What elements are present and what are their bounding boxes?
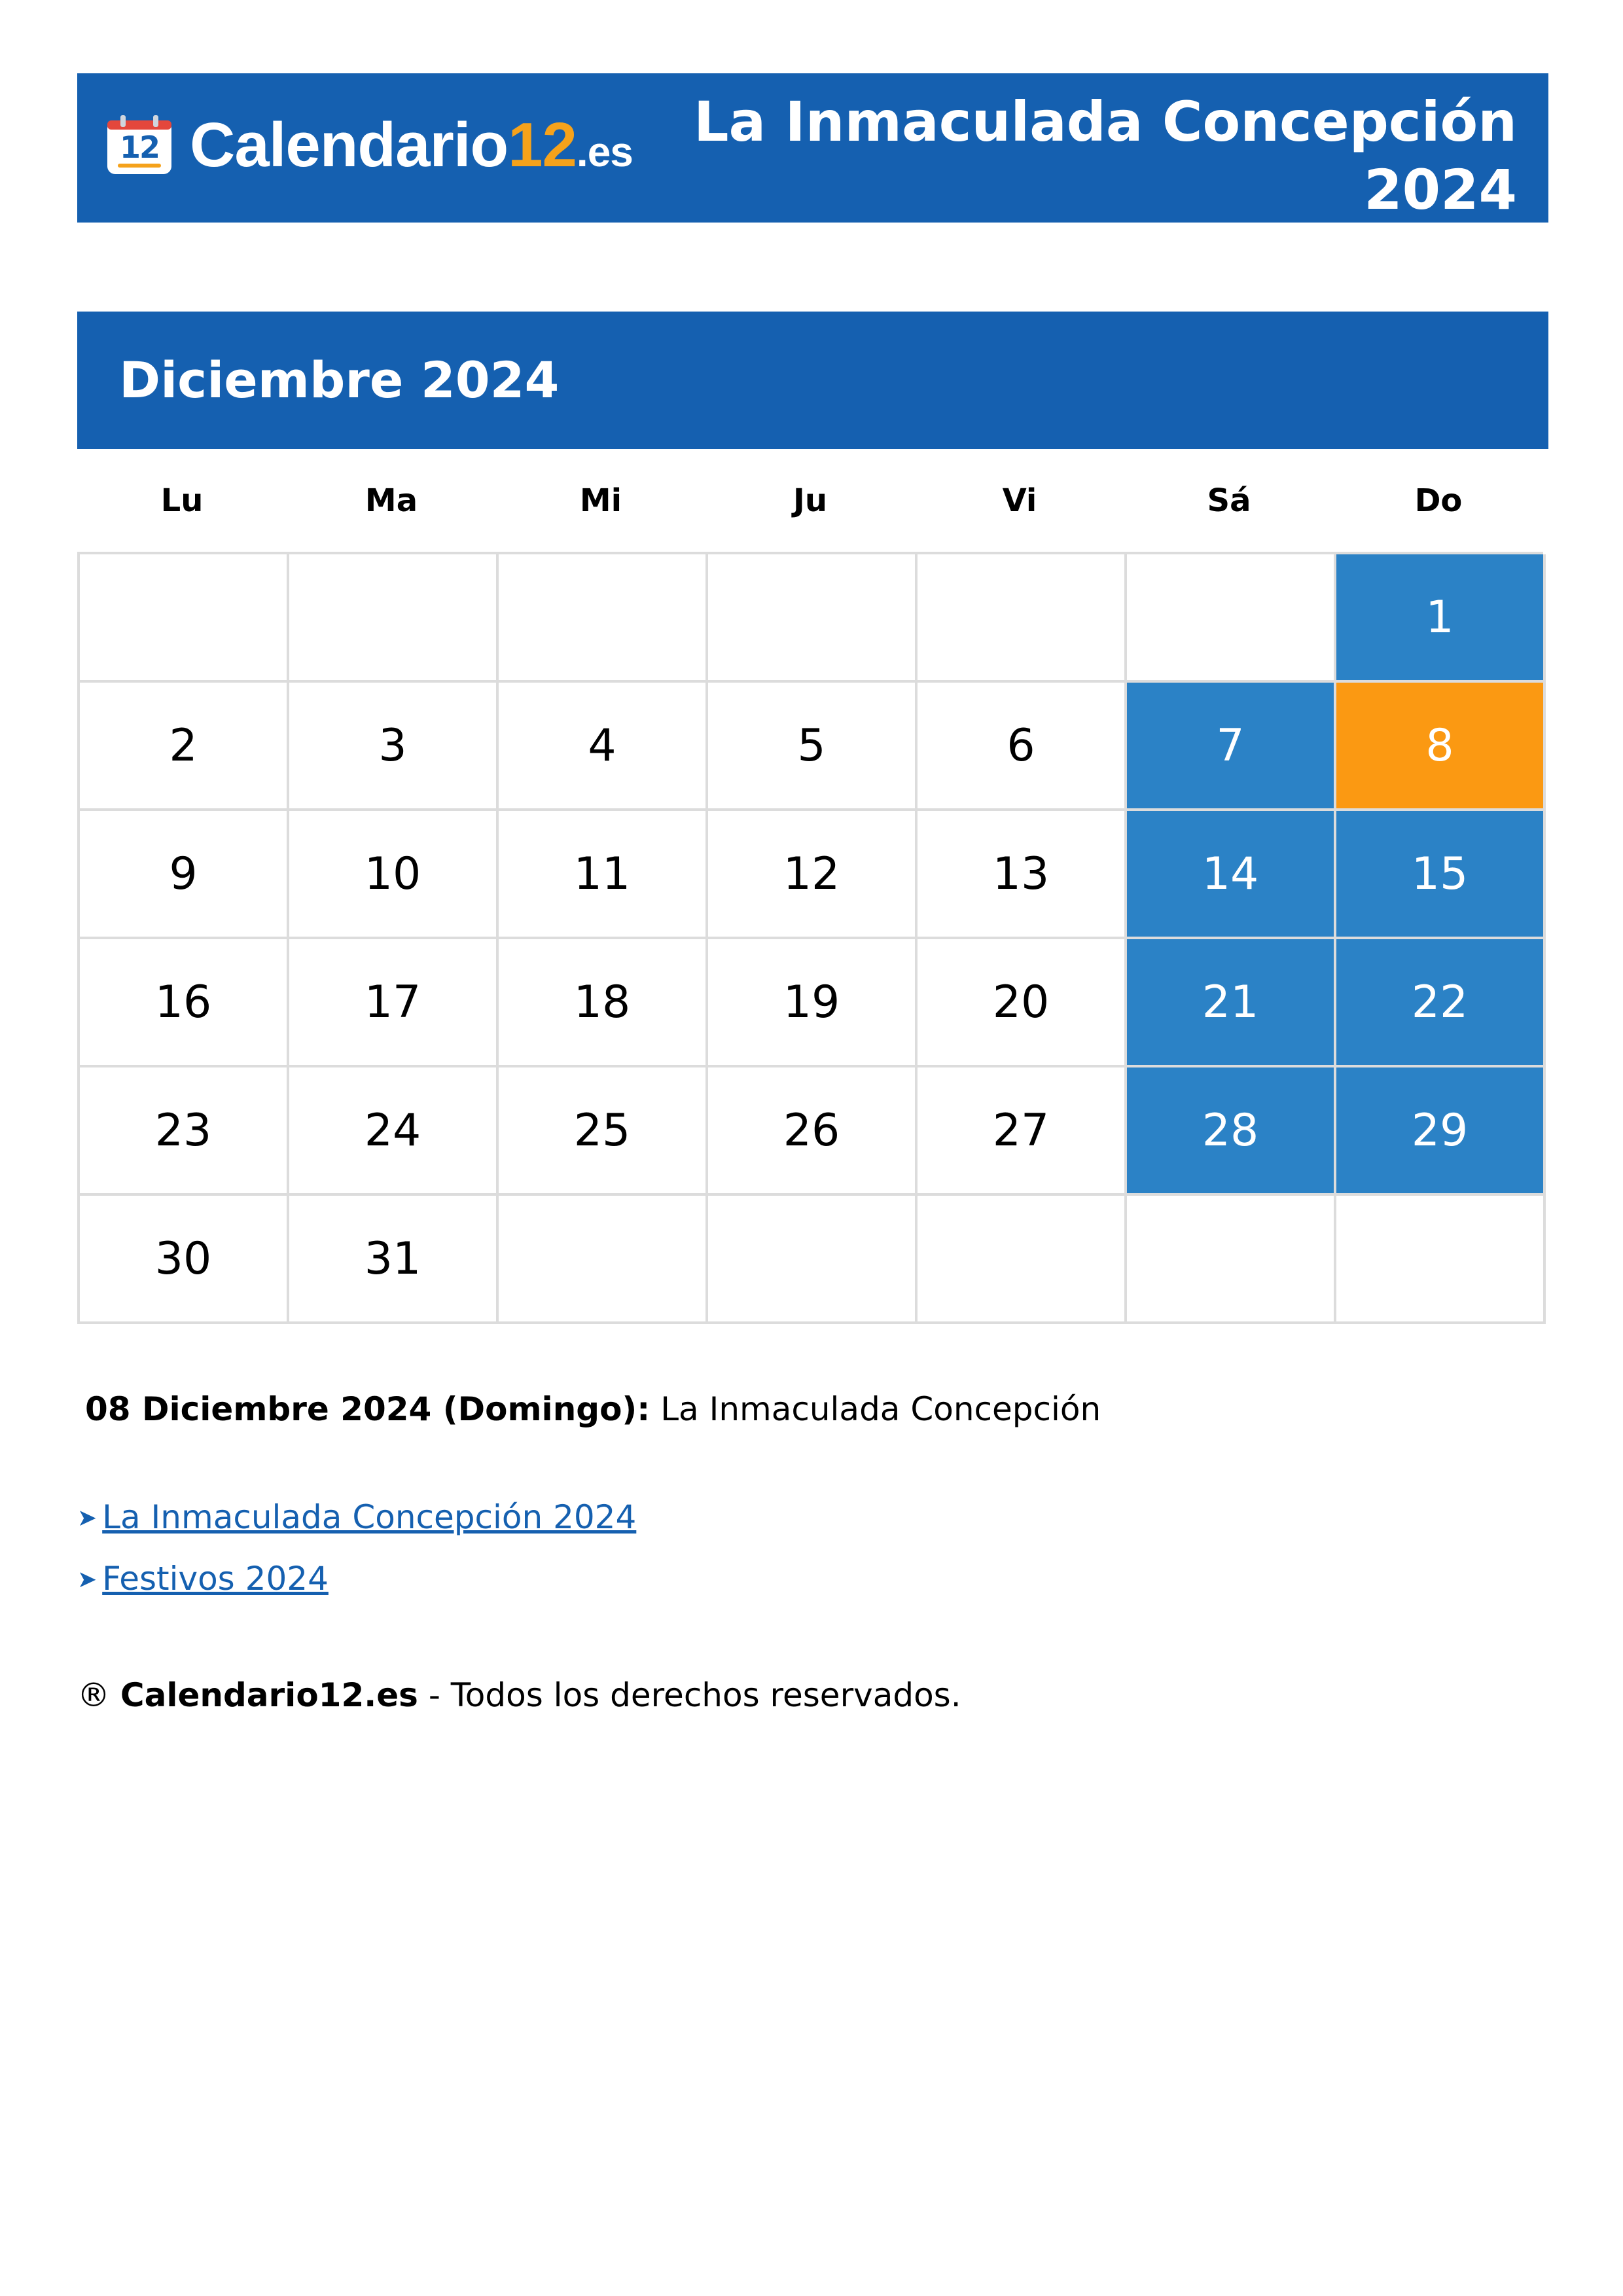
day-cell-weekend: 7 — [1127, 683, 1336, 811]
day-cell: 18 — [499, 939, 708, 1067]
holiday-date-label: 08 Diciembre 2024 (Domingo): — [85, 1390, 651, 1428]
footer-text: - Todos los derechos reservados. — [428, 1676, 961, 1714]
day-cell-holiday: 8 — [1336, 683, 1546, 811]
logo-calendar-number: 12 — [119, 130, 159, 165]
month-title: Diciembre 2024 — [119, 351, 560, 409]
weekday-label: Lu — [160, 482, 204, 519]
calendar-logo-icon — [106, 115, 173, 175]
day-cell: 10 — [289, 811, 499, 939]
weekday-label: Ma — [365, 482, 418, 519]
day-cell: 31 — [289, 1196, 499, 1324]
holiday-description — [85, 1386, 1101, 1432]
day-cell-weekend: 15 — [1336, 811, 1546, 939]
arrow-right-icon: ➤ — [77, 1566, 98, 1593]
link-festivos-2024[interactable]: Festivos 2024 — [102, 1560, 329, 1598]
day-cell-weekend: 29 — [1336, 1067, 1546, 1196]
footer — [77, 1672, 961, 1718]
footer-brand: Calendario12.es — [120, 1676, 418, 1714]
registered-icon: ® — [77, 1676, 110, 1714]
day-cell-empty — [708, 554, 918, 683]
weekday-label: Do — [1414, 482, 1463, 519]
link-item — [77, 1487, 636, 1549]
logo-tld: .es — [576, 128, 633, 175]
day-cell-weekend: 28 — [1127, 1067, 1336, 1196]
day-cell: 2 — [80, 683, 289, 811]
link-holiday-2024[interactable]: La Inmaculada Concepción 2024 — [102, 1498, 637, 1536]
day-cell-empty — [1127, 1196, 1336, 1324]
day-cell: 3 — [289, 683, 499, 811]
holiday-name: La Inmaculada Concepción — [660, 1390, 1101, 1428]
day-cell-empty — [499, 554, 708, 683]
weekday-label: Sá — [1207, 482, 1251, 519]
day-cell: 23 — [80, 1067, 289, 1196]
day-cell-weekend: 14 — [1127, 811, 1336, 939]
logo-wordmark — [190, 110, 633, 180]
day-cell-empty — [80, 554, 289, 683]
page-header — [77, 73, 1548, 223]
day-cell: 4 — [499, 683, 708, 811]
weekday-label: Mi — [579, 482, 622, 519]
day-cell: 5 — [708, 683, 918, 811]
logo-name: Calendario — [190, 110, 508, 180]
arrow-right-icon: ➤ — [77, 1505, 98, 1532]
weekday-label: Ju — [793, 482, 828, 519]
day-cell-empty — [918, 554, 1127, 683]
day-cell: 9 — [80, 811, 289, 939]
day-cell: 27 — [918, 1067, 1127, 1196]
page-title — [666, 88, 1517, 224]
site-logo[interactable] — [106, 106, 633, 185]
day-cell: 11 — [499, 811, 708, 939]
day-cell: 25 — [499, 1067, 708, 1196]
day-cell: 30 — [80, 1196, 289, 1324]
day-cell-empty — [499, 1196, 708, 1324]
calendar-grid — [77, 552, 1543, 1324]
day-cell: 16 — [80, 939, 289, 1067]
day-cell: 20 — [918, 939, 1127, 1067]
day-cell-weekend: 22 — [1336, 939, 1546, 1067]
day-cell-weekend: 21 — [1127, 939, 1336, 1067]
related-links — [77, 1487, 636, 1610]
day-cell: 13 — [918, 811, 1127, 939]
day-cell-empty — [708, 1196, 918, 1324]
day-cell-weekend: 1 — [1336, 554, 1546, 683]
day-cell-empty — [918, 1196, 1127, 1324]
logo-number: 12 — [508, 110, 577, 180]
link-item — [77, 1549, 636, 1610]
day-cell: 12 — [708, 811, 918, 939]
weekday-label: Vi — [1002, 482, 1037, 519]
day-cell: 19 — [708, 939, 918, 1067]
day-cell-empty — [289, 554, 499, 683]
day-cell: 24 — [289, 1067, 499, 1196]
day-cell: 17 — [289, 939, 499, 1067]
day-cell: 26 — [708, 1067, 918, 1196]
day-cell-empty — [1336, 1196, 1546, 1324]
weekday-header-row — [77, 478, 1543, 524]
day-cell-empty — [1127, 554, 1336, 683]
page-title-line2: 2024 — [1364, 158, 1517, 222]
page-title-line1: La Inmaculada Concepción — [694, 90, 1517, 154]
day-cell: 6 — [918, 683, 1127, 811]
month-header — [77, 312, 1548, 449]
